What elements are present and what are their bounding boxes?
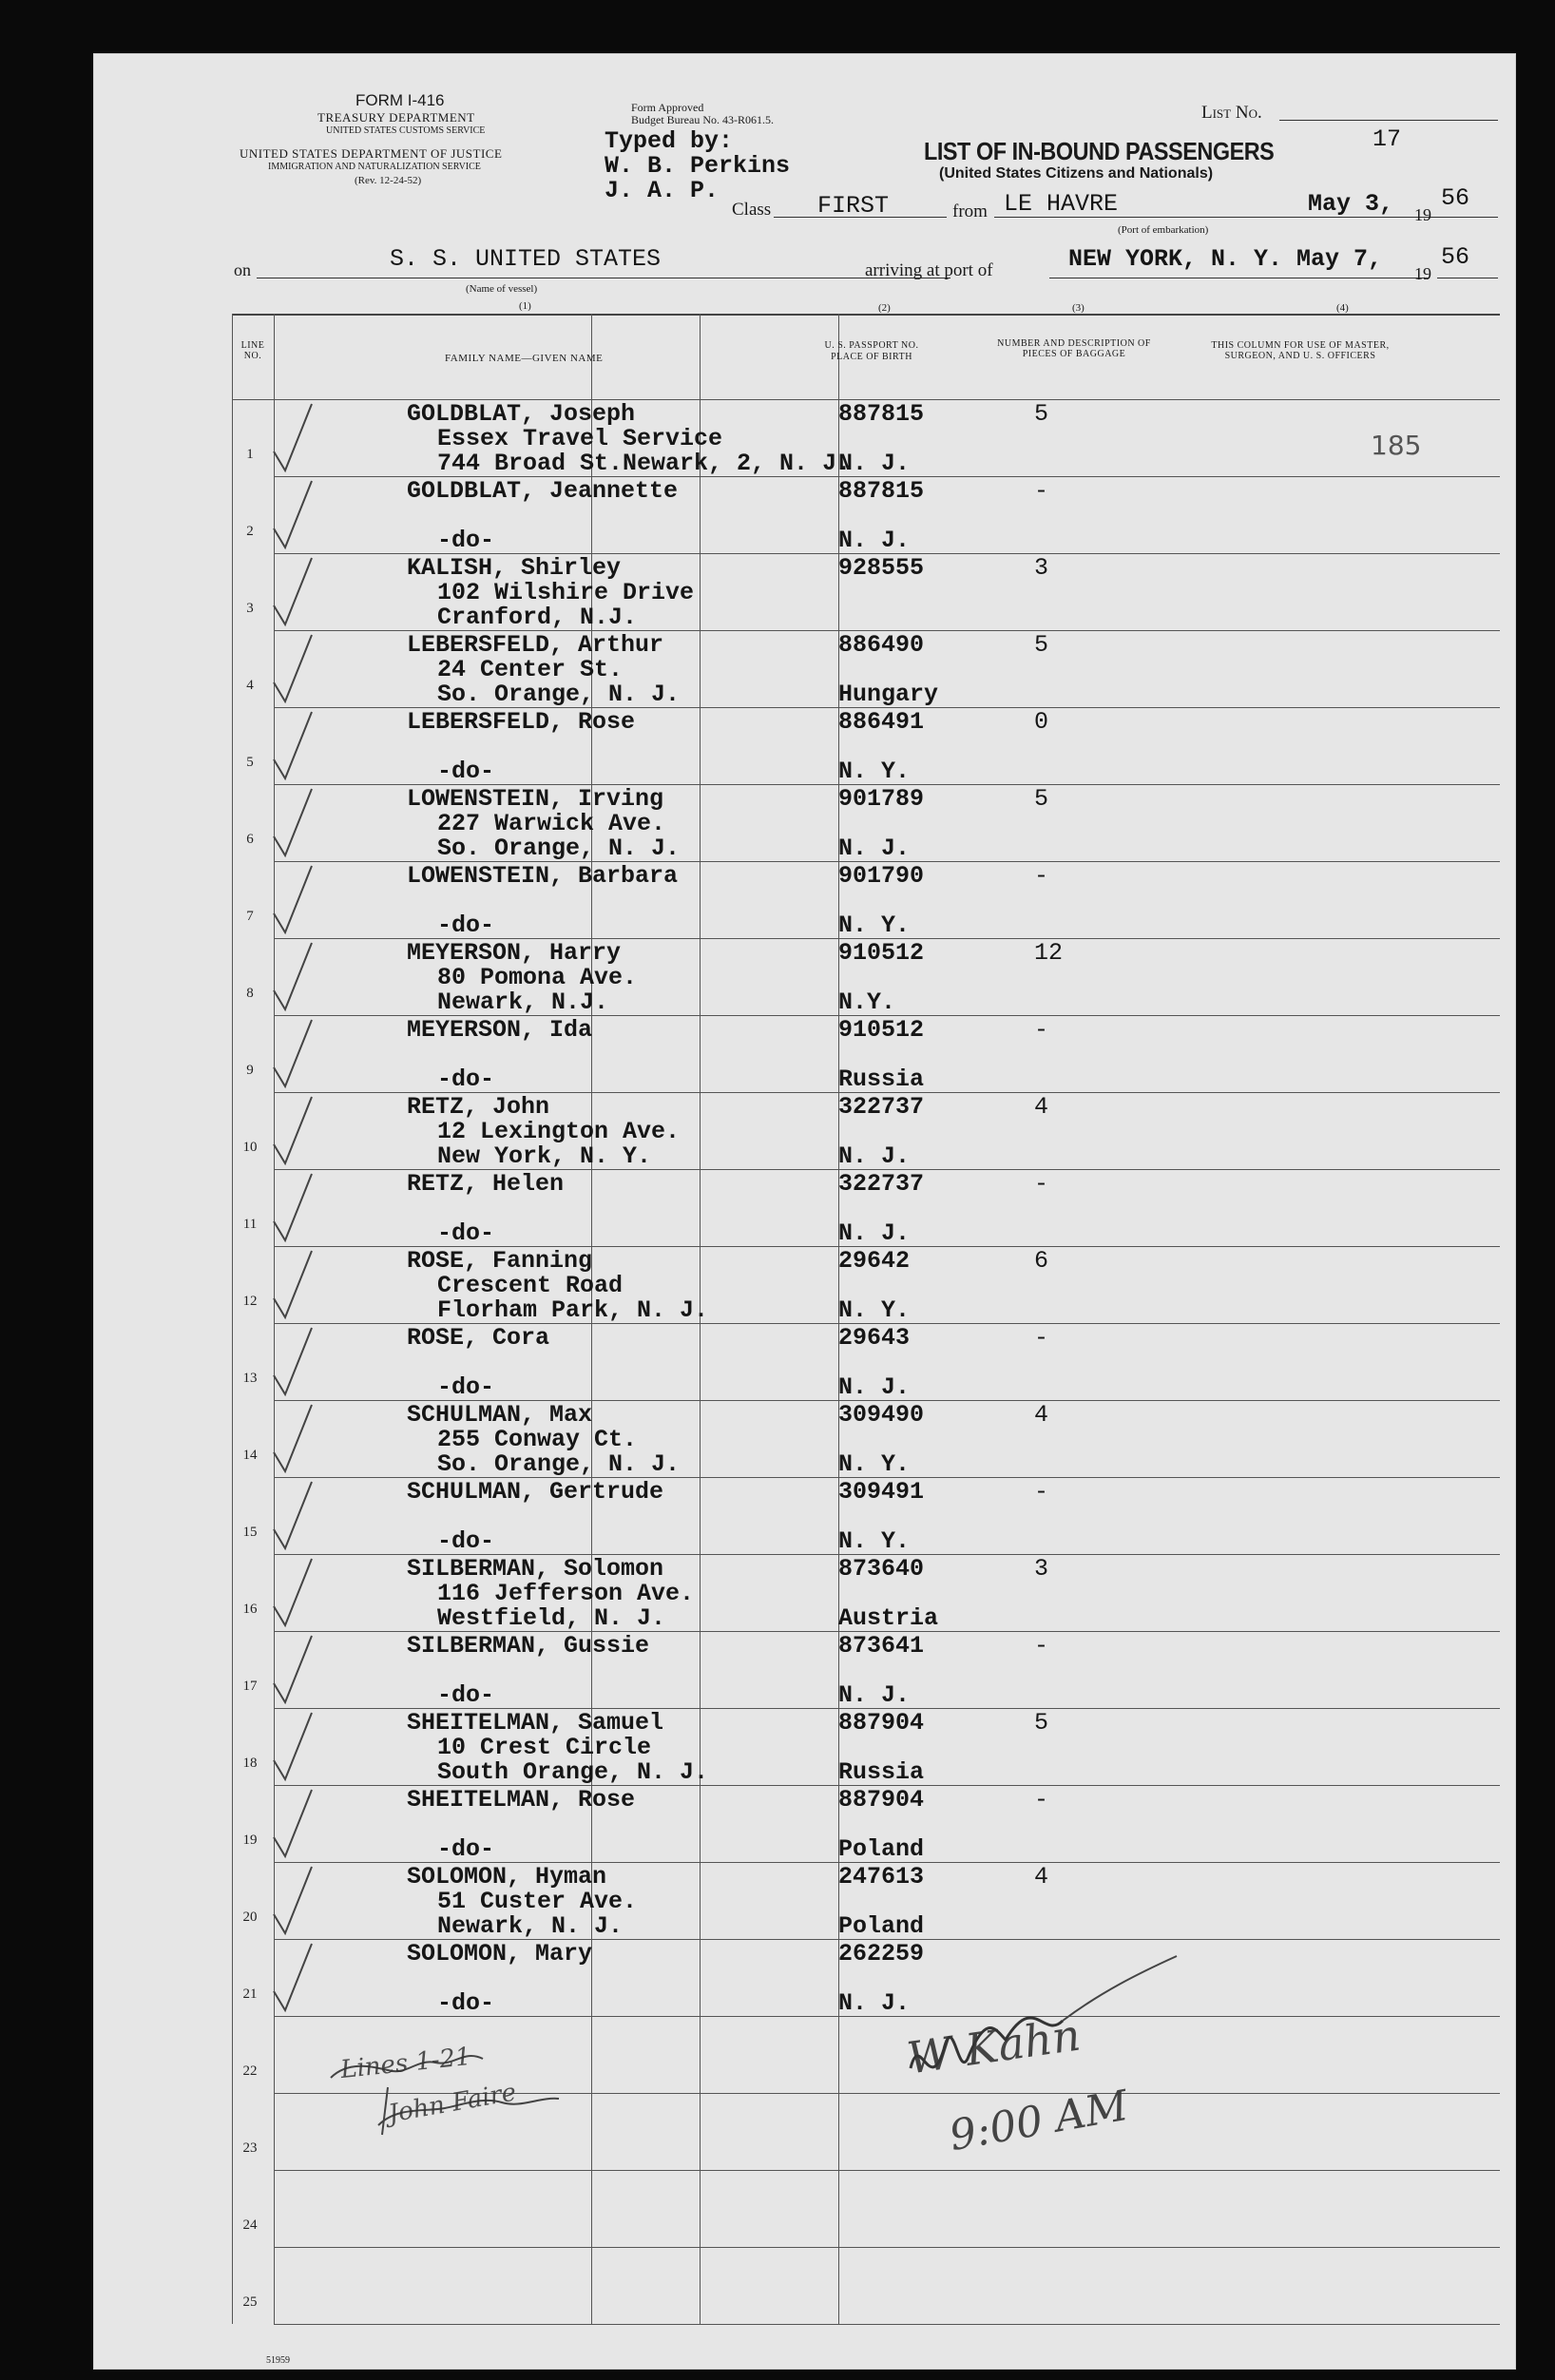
passenger-name: LOWENSTEIN, Irving	[407, 785, 664, 813]
passenger-address-1: Crescent Road	[437, 1272, 624, 1299]
passenger-address-2: -do-	[437, 912, 495, 939]
line-number: 11	[242, 1217, 258, 1232]
passenger-name: GOLDBLAT, Jeannette	[407, 477, 679, 505]
col-header-passport: U. S. PASSPORT NO. PLACE OF BIRTH	[824, 340, 919, 362]
place-of-birth: N. Y.	[838, 912, 911, 939]
col-num-2: (2)	[878, 302, 891, 314]
line-number: 25	[242, 2294, 258, 2310]
col-num-1: (1)	[519, 300, 531, 312]
form-number: FORM I-416	[355, 91, 445, 109]
place-of-birth: N. J.	[838, 1681, 911, 1709]
line-number: 6	[246, 832, 254, 847]
arrival-port: NEW YORK, N. Y. May 7,	[1068, 245, 1383, 273]
checkmark-icon	[274, 712, 312, 778]
checkmark-icon	[274, 1328, 312, 1394]
checkmark-icon	[274, 635, 312, 701]
checkmark-icon	[274, 1405, 312, 1471]
place-of-birth: Poland	[838, 1835, 925, 1863]
port-embark-caption: (Port of embarkation)	[1118, 224, 1209, 236]
line-number: 13	[242, 1371, 258, 1386]
typist-initials: J. A. P.	[605, 177, 720, 204]
passport-number: 873641	[838, 1632, 925, 1660]
passenger-address-2: So. Orange, N. J.	[437, 681, 681, 708]
line-number: 20	[242, 1910, 258, 1925]
line-number: 14	[242, 1448, 258, 1463]
checkmark-icon	[274, 1713, 312, 1779]
checkmark-icon	[274, 1097, 312, 1163]
passenger-address-1: 12 Lexington Ave.	[437, 1118, 681, 1145]
century-2: 19	[1414, 264, 1431, 283]
passport-number: 901790	[838, 862, 925, 890]
baggage-count: 5	[1034, 1709, 1049, 1737]
passenger-address-2: So. Orange, N. J.	[437, 1450, 681, 1478]
passenger-name: RETZ, John	[407, 1093, 550, 1121]
col-header-officers: THIS COLUMN FOR USE OF MASTER, SURGEON, AND U. S. OFFICERS	[1211, 340, 1390, 361]
passport-number: 886491	[838, 708, 925, 736]
passenger-name: LEBERSFELD, Arthur	[407, 631, 664, 659]
arriving-label: arriving at port of	[865, 260, 993, 280]
line-number: 17	[242, 1679, 258, 1694]
place-of-birth: N. J.	[838, 1219, 911, 1247]
baggage-count: 6	[1034, 1247, 1049, 1275]
passenger-address-2: Florham Park, N. J.	[437, 1296, 709, 1324]
baggage-count: 4	[1034, 1401, 1049, 1429]
passenger-address-2: -do-	[437, 758, 495, 785]
right-signature: W Kahn	[904, 2008, 1084, 2084]
form-approved: Form Approved	[631, 101, 704, 114]
baggage-count: -	[1034, 862, 1049, 890]
passenger-address-2: -do-	[437, 1989, 495, 2017]
passenger-address-2: -do-	[437, 1681, 495, 1709]
vessel-caption: (Name of vessel)	[466, 283, 538, 295]
place-of-birth: Poland	[838, 1912, 925, 1940]
passport-number: 887815	[838, 477, 925, 505]
left-signature: John Faire	[386, 2078, 519, 2129]
list-no-line	[1279, 120, 1498, 121]
vessel-name: S. S. UNITED STATES	[390, 245, 662, 273]
passport-number: 928555	[838, 554, 925, 582]
ins-service: IMMIGRATION AND NATURALIZATION SERVICE	[268, 162, 481, 172]
place-of-birth: N. Y.	[838, 1450, 911, 1478]
year-1: 56	[1441, 184, 1470, 212]
passport-number: 309491	[838, 1478, 925, 1506]
class-label: Class	[732, 200, 772, 220]
passenger-name: SILBERMAN, Solomon	[407, 1555, 664, 1583]
line-number: 7	[246, 909, 254, 924]
line-number: 5	[246, 755, 254, 770]
passenger-name: ROSE, Cora	[407, 1324, 550, 1352]
baggage-count: 0	[1034, 708, 1049, 736]
baggage-count: -	[1034, 1478, 1049, 1506]
form-title: LIST OF IN-BOUND PASSENGERS	[924, 137, 1275, 165]
revision: (Rev. 12-24-52)	[355, 175, 422, 186]
baggage-count: -	[1034, 1786, 1049, 1814]
officer-note: 185	[1371, 430, 1422, 461]
passenger-address-2: -do-	[437, 1373, 495, 1401]
line-number: 24	[242, 2217, 258, 2233]
manifest-sheet	[93, 53, 1516, 2370]
passenger-name: SILBERMAN, Gussie	[407, 1632, 650, 1660]
baggage-count: 5	[1034, 400, 1049, 428]
col-header-line-no: LINE NO.	[240, 340, 265, 361]
passenger-address-2: -do-	[437, 1065, 495, 1093]
passport-number: 887815	[838, 400, 925, 428]
passport-number: 901789	[838, 785, 925, 813]
place-of-birth: N. J.	[838, 1373, 911, 1401]
year1-line	[1437, 217, 1498, 218]
line-number: 1	[246, 447, 254, 462]
line-number: 10	[242, 1140, 258, 1155]
baggage-count: -	[1034, 1324, 1049, 1352]
place-of-birth: N. J.	[838, 527, 911, 554]
passenger-address-1: 102 Wilshire Drive	[437, 579, 695, 606]
col-num-4: (4)	[1336, 302, 1349, 314]
baggage-count: 3	[1034, 1555, 1049, 1583]
checkmark-icon	[274, 481, 312, 547]
passenger-name: RETZ, Helen	[407, 1170, 565, 1198]
checkmark-icon	[274, 1636, 312, 1702]
line-number: 8	[246, 986, 254, 1001]
passenger-address-2: Newark, N.J.	[437, 988, 609, 1016]
line-number: 16	[242, 1602, 258, 1617]
passenger-name: GOLDBLAT, Joseph	[407, 400, 636, 428]
passenger-address-2: Newark, N. J.	[437, 1912, 624, 1940]
checkmark-icon	[274, 1482, 312, 1548]
passport-number: 262259	[838, 1940, 925, 1967]
line-number: 2	[246, 524, 254, 539]
form-subtitle: (United States Citizens and Nationals)	[939, 165, 1214, 182]
checkmark-icon	[274, 404, 312, 470]
passenger-address-1: 80 Pomona Ave.	[437, 964, 638, 991]
typist-name: W. B. Perkins	[605, 152, 791, 180]
from-label: from	[952, 202, 988, 221]
passenger-address-2: South Orange, N. J.	[437, 1758, 709, 1786]
checkmarks	[236, 357, 483, 2068]
place-of-birth: N. Y.	[838, 758, 911, 785]
passenger-name: SCHULMAN, Gertrude	[407, 1478, 664, 1506]
passport-number: 322737	[838, 1093, 925, 1121]
passenger-name: SHEITELMAN, Rose	[407, 1786, 636, 1814]
passenger-name: SCHULMAN, Max	[407, 1401, 593, 1429]
checkmark-icon	[274, 1174, 312, 1240]
class-value: FIRST	[817, 192, 890, 220]
customs-service: UNITED STATES CUSTOMS SERVICE	[326, 125, 486, 136]
place-of-birth: N. J.	[838, 1142, 911, 1170]
place-of-birth: N. J.	[838, 835, 911, 862]
place-of-birth: N. Y.	[838, 1527, 911, 1555]
passenger-address-2: New York, N. Y.	[437, 1142, 652, 1170]
passenger-name: SHEITELMAN, Samuel	[407, 1709, 664, 1737]
checkmark-icon	[274, 1251, 312, 1317]
passenger-address-2: -do-	[437, 1219, 495, 1247]
year-2: 56	[1441, 243, 1470, 271]
passenger-name: LOWENSTEIN, Barbara	[407, 862, 679, 890]
checkmark-icon	[274, 1559, 312, 1625]
baggage-count: -	[1034, 1632, 1049, 1660]
passport-number: 887904	[838, 1709, 925, 1737]
passenger-name: SOLOMON, Hyman	[407, 1863, 607, 1891]
place-of-birth: Russia	[838, 1065, 925, 1093]
line-number: 22	[242, 2063, 258, 2079]
baggage-count: 3	[1034, 554, 1049, 582]
arrival-time-note: 9:00 AM	[946, 2081, 1132, 2161]
passenger-address-2: 744 Broad St.Newark, 2, N. J.	[437, 450, 852, 477]
checkmark-icon	[274, 1020, 312, 1086]
passport-number: 247613	[838, 1863, 925, 1891]
passenger-address-2: -do-	[437, 527, 495, 554]
passenger-address-2: -do-	[437, 1527, 495, 1555]
baggage-count: -	[1034, 477, 1049, 505]
checkmark-icon	[274, 1867, 312, 1933]
passenger-address-2: Cranford, N.J.	[437, 604, 638, 631]
col-header-name: FAMILY NAME—GIVEN NAME	[445, 353, 604, 364]
passport-number: 873640	[838, 1555, 925, 1583]
line-number: 4	[246, 678, 254, 693]
print-code: 51959	[266, 2355, 290, 2366]
passenger-name: KALISH, Shirley	[407, 554, 622, 582]
place-of-birth: N. J.	[838, 450, 911, 477]
line-number: 9	[246, 1063, 254, 1078]
line-number: 15	[242, 1525, 258, 1540]
century-1: 19	[1414, 205, 1431, 224]
passport-number: 886490	[838, 631, 925, 659]
place-of-birth: N. Y.	[838, 1296, 911, 1324]
baggage-count: 5	[1034, 631, 1049, 659]
place-of-birth: N. J.	[838, 1989, 911, 2017]
depart-date: May 3,	[1308, 190, 1394, 218]
passenger-name: LEBERSFELD, Rose	[407, 708, 636, 736]
checkmark-icon	[274, 789, 312, 855]
passport-number: 887904	[838, 1786, 925, 1814]
embark-port: LE HAVRE	[1004, 190, 1119, 218]
baggage-count: 4	[1034, 1863, 1049, 1891]
col-num-3: (3)	[1072, 302, 1085, 314]
passenger-address-1: 24 Center St.	[437, 656, 624, 683]
passenger-address-1: 227 Warwick Ave.	[437, 810, 666, 837]
baggage-count: 4	[1034, 1093, 1049, 1121]
list-no-label: List No.	[1201, 103, 1262, 123]
justice-dept: UNITED STATES DEPARTMENT OF JUSTICE	[240, 146, 503, 161]
passenger-address-1: 116 Jefferson Ave.	[437, 1580, 695, 1607]
line-number: 3	[246, 601, 254, 616]
passenger-address-1: 51 Custer Ave.	[437, 1888, 638, 1915]
budget-bureau: Budget Bureau No. 43-R061.5.	[631, 113, 774, 126]
baggage-count: -	[1034, 1170, 1049, 1198]
typed-by-label: Typed by:	[605, 127, 734, 155]
passport-number: 29643	[838, 1324, 911, 1352]
row-divider	[274, 2247, 1500, 2248]
place-of-birth: Russia	[838, 1758, 925, 1786]
passenger-address-1: 255 Conway Ct.	[437, 1426, 638, 1453]
passport-number: 322737	[838, 1170, 925, 1198]
line-number: 18	[242, 1756, 258, 1771]
passport-number: 309490	[838, 1401, 925, 1429]
row-divider	[274, 2324, 1500, 2325]
checkmark-icon	[274, 1790, 312, 1856]
table-left-border	[232, 314, 233, 2324]
baggage-count: -	[1034, 1016, 1049, 1044]
place-of-birth: Hungary	[838, 681, 939, 708]
line-number: 21	[242, 1987, 258, 2002]
col-header-baggage: NUMBER AND DESCRIPTION OF PIECES OF BAGGAGE	[997, 338, 1151, 359]
treasury-dept: TREASURY DEPARTMENT	[317, 110, 475, 125]
table-top-border	[232, 314, 1500, 316]
place-of-birth: Austria	[838, 1604, 939, 1632]
row-divider	[274, 2170, 1500, 2171]
passport-number: 29642	[838, 1247, 911, 1275]
passenger-address-2: -do-	[437, 1835, 495, 1863]
list-number: 17	[1373, 125, 1402, 153]
line-number: 12	[242, 1294, 258, 1309]
passenger-name: SOLOMON, Mary	[407, 1940, 593, 1967]
on-label: on	[234, 260, 251, 279]
passenger-name: MEYERSON, Harry	[407, 939, 622, 967]
line-number: 23	[242, 2140, 258, 2156]
passenger-address-2: Westfield, N. J.	[437, 1604, 666, 1632]
passenger-address-1: 10 Crest Circle	[437, 1734, 652, 1761]
checkmark-icon	[274, 1944, 312, 2010]
passenger-name: ROSE, Fanning	[407, 1247, 593, 1275]
place-of-birth: N.Y.	[838, 988, 896, 1016]
checkmark-icon	[274, 558, 312, 624]
baggage-count: 12	[1034, 939, 1064, 967]
passenger-address-1: Essex Travel Service	[437, 425, 723, 452]
passport-number: 910512	[838, 939, 925, 967]
passenger-address-2: So. Orange, N. J.	[437, 835, 681, 862]
left-note: Lines 1-21	[338, 2042, 472, 2085]
passport-number: 910512	[838, 1016, 925, 1044]
line-number: 19	[242, 1833, 258, 1848]
baggage-count: 5	[1034, 785, 1049, 813]
checkmark-icon	[274, 866, 312, 932]
passenger-name: MEYERSON, Ida	[407, 1016, 593, 1044]
checkmark-icon	[274, 943, 312, 1009]
